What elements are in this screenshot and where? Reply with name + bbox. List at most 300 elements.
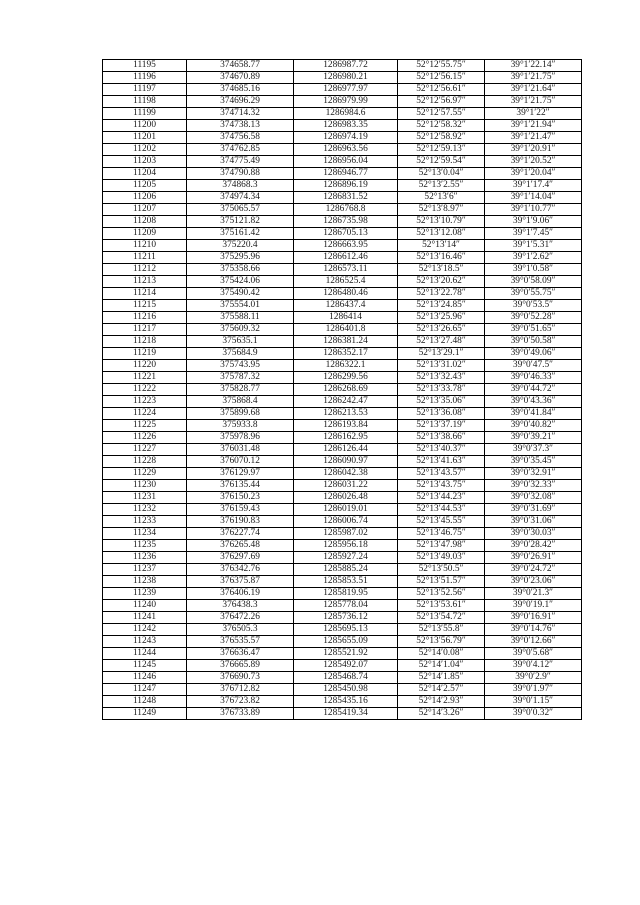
x-coordinate-cell: 375490.42 [187,288,294,300]
latitude-cell: 52°13′41.63″ [398,456,485,468]
latitude-cell: 52°12′57.55″ [398,108,485,120]
x-coordinate-cell: 376690.73 [187,672,294,684]
longitude-cell: 39°0′4.12″ [485,660,582,672]
x-coordinate-cell: 374685.16 [187,84,294,96]
y-coordinate-cell: 1286193.84 [294,420,398,432]
y-coordinate-cell: 1286299.56 [294,372,398,384]
x-coordinate-cell: 376505.3 [187,624,294,636]
point-number-cell: 11243 [103,636,187,648]
y-coordinate-cell: 1286980.21 [294,72,398,84]
table-row [103,636,582,648]
y-coordinate-cell: 1285468.74 [294,672,398,684]
x-coordinate-cell: 375065.57 [187,204,294,216]
table-row [103,528,582,540]
latitude-cell: 52°13′31.02″ [398,360,485,372]
x-coordinate-cell: 376190.83 [187,516,294,528]
latitude-cell: 52°12′58.32″ [398,120,485,132]
longitude-cell: 39°0′43.36″ [485,396,582,408]
latitude-cell: 52°13′43.57″ [398,468,485,480]
table-row [103,120,582,132]
table-row [103,288,582,300]
point-number-cell: 11230 [103,480,187,492]
point-number-cell: 11244 [103,648,187,660]
y-coordinate-cell: 1286437.4 [294,300,398,312]
table-row [103,516,582,528]
point-number-cell: 11241 [103,612,187,624]
latitude-cell: 52°13′29.1″ [398,348,485,360]
table-row [103,60,582,72]
point-number-cell: 11237 [103,564,187,576]
table-row [103,684,582,696]
y-coordinate-cell: 1285819.95 [294,588,398,600]
longitude-cell: 39°0′53.5″ [485,300,582,312]
latitude-cell: 52°12′56.61″ [398,84,485,96]
table-row [103,204,582,216]
table-row [103,624,582,636]
y-coordinate-cell: 1286006.74 [294,516,398,528]
point-number-cell: 11233 [103,516,187,528]
point-number-cell: 11202 [103,144,187,156]
y-coordinate-cell: 1285655.09 [294,636,398,648]
point-number-cell: 11203 [103,156,187,168]
table-row [103,504,582,516]
latitude-cell: 52°12′55.75″ [398,60,485,72]
point-number-cell: 11213 [103,276,187,288]
table-row [103,216,582,228]
latitude-cell: 52°13′2.55″ [398,180,485,192]
table-row [103,468,582,480]
longitude-cell: 39°0′31.06″ [485,516,582,528]
y-coordinate-cell: 1286414 [294,312,398,324]
point-number-cell: 11208 [103,216,187,228]
longitude-cell: 39°0′49.06″ [485,348,582,360]
latitude-cell: 52°13′16.46″ [398,252,485,264]
y-coordinate-cell: 1285435.16 [294,696,398,708]
point-number-cell: 11248 [103,696,187,708]
table-row [103,372,582,384]
y-coordinate-cell: 1286831.52 [294,192,398,204]
x-coordinate-cell: 376438.3 [187,600,294,612]
x-coordinate-cell: 376723.82 [187,696,294,708]
y-coordinate-cell: 1286984.6 [294,108,398,120]
y-coordinate-cell: 1286031.22 [294,480,398,492]
x-coordinate-cell: 376636.47 [187,648,294,660]
y-coordinate-cell: 1285927.24 [294,552,398,564]
latitude-cell: 52°14′0.08″ [398,648,485,660]
point-number-cell: 11219 [103,348,187,360]
x-coordinate-cell: 375635.1 [187,336,294,348]
point-number-cell: 11200 [103,120,187,132]
latitude-cell: 52°13′44.53″ [398,504,485,516]
y-coordinate-cell: 1285956.18 [294,540,398,552]
latitude-cell: 52°14′2.57″ [398,684,485,696]
point-number-cell: 11198 [103,96,187,108]
x-coordinate-cell: 376342.76 [187,564,294,576]
point-number-cell: 11239 [103,588,187,600]
y-coordinate-cell: 1286768.8 [294,204,398,216]
point-number-cell: 11242 [103,624,187,636]
y-coordinate-cell: 1285695.13 [294,624,398,636]
x-coordinate-cell: 374775.49 [187,156,294,168]
latitude-cell: 52°13′32.43″ [398,372,485,384]
table-row [103,420,582,432]
y-coordinate-cell: 1286019.01 [294,504,398,516]
y-coordinate-cell: 1286242.47 [294,396,398,408]
table-row [103,456,582,468]
x-coordinate-cell: 374790.88 [187,168,294,180]
longitude-cell: 39°0′44.72″ [485,384,582,396]
y-coordinate-cell: 1285987.02 [294,528,398,540]
coordinates-table-body [103,60,582,720]
latitude-cell: 52°13′52.56″ [398,588,485,600]
coordinates-table-container [102,59,582,720]
table-row [103,252,582,264]
longitude-cell: 39°0′55.75″ [485,288,582,300]
table-row [103,168,582,180]
table-row [103,648,582,660]
x-coordinate-cell: 375899.68 [187,408,294,420]
table-row [103,492,582,504]
latitude-cell: 52°14′2.93″ [398,696,485,708]
x-coordinate-cell: 376472.26 [187,612,294,624]
y-coordinate-cell: 1285521.92 [294,648,398,660]
latitude-cell: 52°13′53.61″ [398,600,485,612]
table-row [103,672,582,684]
longitude-cell: 39°0′50.58″ [485,336,582,348]
longitude-cell: 39°0′35.45″ [485,456,582,468]
latitude-cell: 52°13′22.78″ [398,288,485,300]
y-coordinate-cell: 1286381.24 [294,336,398,348]
y-coordinate-cell: 1286573.11 [294,264,398,276]
x-coordinate-cell: 376227.74 [187,528,294,540]
latitude-cell: 52°13′33.78″ [398,384,485,396]
longitude-cell: 39°0′31.69″ [485,504,582,516]
point-number-cell: 11195 [103,60,187,72]
y-coordinate-cell: 1286963.56 [294,144,398,156]
latitude-cell: 52°13′10.79″ [398,216,485,228]
longitude-cell: 39°0′47.5″ [485,360,582,372]
point-number-cell: 11207 [103,204,187,216]
latitude-cell: 52°13′8.97″ [398,204,485,216]
point-number-cell: 11229 [103,468,187,480]
x-coordinate-cell: 375828.77 [187,384,294,396]
table-row [103,276,582,288]
x-coordinate-cell: 376712.82 [187,684,294,696]
point-number-cell: 11222 [103,384,187,396]
table-row [103,192,582,204]
y-coordinate-cell: 1286026.48 [294,492,398,504]
y-coordinate-cell: 1286042.38 [294,468,398,480]
latitude-cell: 52°12′58.92″ [398,132,485,144]
point-number-cell: 11212 [103,264,187,276]
latitude-cell: 52°12′56.97″ [398,96,485,108]
table-row [103,576,582,588]
longitude-cell: 39°0′40.82″ [485,420,582,432]
latitude-cell: 52°13′35.06″ [398,396,485,408]
longitude-cell: 39°0′28.42″ [485,540,582,552]
x-coordinate-cell: 375609.32 [187,324,294,336]
x-coordinate-cell: 376406.19 [187,588,294,600]
longitude-cell: 39°0′24.72″ [485,564,582,576]
table-row [103,432,582,444]
y-coordinate-cell: 1286090.97 [294,456,398,468]
point-number-cell: 11217 [103,324,187,336]
latitude-cell: 52°12′59.13″ [398,144,485,156]
latitude-cell: 52°13′45.55″ [398,516,485,528]
table-row [103,408,582,420]
longitude-cell: 39°1′5.31″ [485,240,582,252]
coordinates-table [102,59,582,720]
y-coordinate-cell: 1286705.13 [294,228,398,240]
point-number-cell: 11245 [103,660,187,672]
latitude-cell: 52°13′12.08″ [398,228,485,240]
point-number-cell: 11235 [103,540,187,552]
y-coordinate-cell: 1286946.77 [294,168,398,180]
y-coordinate-cell: 1286977.97 [294,84,398,96]
longitude-cell: 39°0′52.28″ [485,312,582,324]
x-coordinate-cell: 375684.9 [187,348,294,360]
longitude-cell: 39°1′21.75″ [485,72,582,84]
point-number-cell: 11215 [103,300,187,312]
latitude-cell: 52°13′56.79″ [398,636,485,648]
table-row [103,600,582,612]
longitude-cell: 39°1′7.45″ [485,228,582,240]
longitude-cell: 39°1′0.58″ [485,264,582,276]
table-row [103,300,582,312]
table-row [103,564,582,576]
table-row [103,324,582,336]
table-row [103,264,582,276]
longitude-cell: 39°1′9.06″ [485,216,582,228]
y-coordinate-cell: 1286956.04 [294,156,398,168]
longitude-cell: 39°1′21.47″ [485,132,582,144]
longitude-cell: 39°0′19.1″ [485,600,582,612]
y-coordinate-cell: 1285885.24 [294,564,398,576]
table-row [103,336,582,348]
x-coordinate-cell: 374714.32 [187,108,294,120]
x-coordinate-cell: 374658.77 [187,60,294,72]
table-row [103,360,582,372]
latitude-cell: 52°13′26.65″ [398,324,485,336]
y-coordinate-cell: 1286525.4 [294,276,398,288]
y-coordinate-cell: 1286401.8 [294,324,398,336]
point-number-cell: 11246 [103,672,187,684]
longitude-cell: 39°0′16.91″ [485,612,582,624]
longitude-cell: 39°1′21.64″ [485,84,582,96]
y-coordinate-cell: 1286663.95 [294,240,398,252]
x-coordinate-cell: 375588.11 [187,312,294,324]
y-coordinate-cell: 1286987.72 [294,60,398,72]
longitude-cell: 39°0′51.65″ [485,324,582,336]
longitude-cell: 39°0′2.9″ [485,672,582,684]
longitude-cell: 39°1′14.04″ [485,192,582,204]
latitude-cell: 52°13′0.04″ [398,168,485,180]
longitude-cell: 39°1′2.62″ [485,252,582,264]
table-row [103,156,582,168]
y-coordinate-cell: 1286979.99 [294,96,398,108]
longitude-cell: 39°0′37.3″ [485,444,582,456]
point-number-cell: 11228 [103,456,187,468]
latitude-cell: 52°13′47.98″ [398,540,485,552]
longitude-cell: 39°1′10.77″ [485,204,582,216]
x-coordinate-cell: 374738.13 [187,120,294,132]
x-coordinate-cell: 376297.69 [187,552,294,564]
point-number-cell: 11238 [103,576,187,588]
x-coordinate-cell: 374756.58 [187,132,294,144]
y-coordinate-cell: 1286974.19 [294,132,398,144]
x-coordinate-cell: 374868.3 [187,180,294,192]
y-coordinate-cell: 1286983.35 [294,120,398,132]
longitude-cell: 39°1′20.52″ [485,156,582,168]
y-coordinate-cell: 1285853.51 [294,576,398,588]
point-number-cell: 11247 [103,684,187,696]
x-coordinate-cell: 376135.44 [187,480,294,492]
table-row [103,660,582,672]
table-row [103,132,582,144]
table-row [103,540,582,552]
x-coordinate-cell: 375554.01 [187,300,294,312]
longitude-cell: 39°0′0.32″ [485,708,582,720]
longitude-cell: 39°0′32.33″ [485,480,582,492]
table-row [103,612,582,624]
x-coordinate-cell: 374670.89 [187,72,294,84]
x-coordinate-cell: 376535.57 [187,636,294,648]
point-number-cell: 11226 [103,432,187,444]
point-number-cell: 11205 [103,180,187,192]
y-coordinate-cell: 1286126.44 [294,444,398,456]
table-row [103,180,582,192]
x-coordinate-cell: 375424.06 [187,276,294,288]
x-coordinate-cell: 375868.4 [187,396,294,408]
point-number-cell: 11204 [103,168,187,180]
table-row [103,228,582,240]
x-coordinate-cell: 375933.8 [187,420,294,432]
longitude-cell: 39°0′32.91″ [485,468,582,480]
point-number-cell: 11199 [103,108,187,120]
x-coordinate-cell: 376665.89 [187,660,294,672]
table-row [103,240,582,252]
table-row [103,480,582,492]
point-number-cell: 11218 [103,336,187,348]
y-coordinate-cell: 1285492.07 [294,660,398,672]
x-coordinate-cell: 374762.85 [187,144,294,156]
latitude-cell: 52°13′24.85″ [398,300,485,312]
point-number-cell: 11249 [103,708,187,720]
latitude-cell: 52°13′25.96″ [398,312,485,324]
y-coordinate-cell: 1286162.95 [294,432,398,444]
y-coordinate-cell: 1286612.46 [294,252,398,264]
longitude-cell: 39°0′41.84″ [485,408,582,420]
point-number-cell: 11236 [103,552,187,564]
point-number-cell: 11225 [103,420,187,432]
x-coordinate-cell: 376129.97 [187,468,294,480]
table-row [103,96,582,108]
point-number-cell: 11223 [103,396,187,408]
point-number-cell: 11197 [103,84,187,96]
point-number-cell: 11206 [103,192,187,204]
y-coordinate-cell: 1286352.17 [294,348,398,360]
x-coordinate-cell: 376070.12 [187,456,294,468]
latitude-cell: 52°13′14″ [398,240,485,252]
x-coordinate-cell: 375121.82 [187,216,294,228]
x-coordinate-cell: 375743.95 [187,360,294,372]
table-row [103,348,582,360]
point-number-cell: 11232 [103,504,187,516]
table-row [103,588,582,600]
table-row [103,108,582,120]
point-number-cell: 11240 [103,600,187,612]
x-coordinate-cell: 375358.66 [187,264,294,276]
latitude-cell: 52°13′6″ [398,192,485,204]
table-row [103,696,582,708]
y-coordinate-cell: 1286322.1 [294,360,398,372]
latitude-cell: 52°13′54.72″ [398,612,485,624]
y-coordinate-cell: 1285419.34 [294,708,398,720]
longitude-cell: 39°1′22.14″ [485,60,582,72]
y-coordinate-cell: 1286480.46 [294,288,398,300]
x-coordinate-cell: 375295.96 [187,252,294,264]
point-number-cell: 11210 [103,240,187,252]
point-number-cell: 11216 [103,312,187,324]
y-coordinate-cell: 1286735.98 [294,216,398,228]
longitude-cell: 39°0′1.15″ [485,696,582,708]
latitude-cell: 52°13′38.66″ [398,432,485,444]
latitude-cell: 52°13′27.48″ [398,336,485,348]
x-coordinate-cell: 376150.23 [187,492,294,504]
table-row [103,312,582,324]
longitude-cell: 39°1′17.4″ [485,180,582,192]
y-coordinate-cell: 1286213.53 [294,408,398,420]
x-coordinate-cell: 376159.43 [187,504,294,516]
latitude-cell: 52°13′50.5″ [398,564,485,576]
y-coordinate-cell: 1285736.12 [294,612,398,624]
x-coordinate-cell: 376265.48 [187,540,294,552]
latitude-cell: 52°13′55.8″ [398,624,485,636]
table-row [103,84,582,96]
table-row [103,444,582,456]
x-coordinate-cell: 375161.42 [187,228,294,240]
longitude-cell: 39°0′58.09″ [485,276,582,288]
y-coordinate-cell: 1286268.69 [294,384,398,396]
longitude-cell: 39°0′32.08″ [485,492,582,504]
x-coordinate-cell: 374696.29 [187,96,294,108]
point-number-cell: 11196 [103,72,187,84]
longitude-cell: 39°0′12.66″ [485,636,582,648]
table-row [103,384,582,396]
y-coordinate-cell: 1285778.04 [294,600,398,612]
point-number-cell: 11209 [103,228,187,240]
longitude-cell: 39°1′21.94″ [485,120,582,132]
longitude-cell: 39°0′1.97″ [485,684,582,696]
latitude-cell: 52°13′51.57″ [398,576,485,588]
x-coordinate-cell: 375787.32 [187,372,294,384]
table-row [103,552,582,564]
latitude-cell: 52°13′40.37″ [398,444,485,456]
point-number-cell: 11227 [103,444,187,456]
longitude-cell: 39°0′46.33″ [485,372,582,384]
x-coordinate-cell: 376375.87 [187,576,294,588]
longitude-cell: 39°0′39.21″ [485,432,582,444]
latitude-cell: 52°12′59.54″ [398,156,485,168]
longitude-cell: 39°1′20.04″ [485,168,582,180]
x-coordinate-cell: 376733.89 [187,708,294,720]
point-number-cell: 11220 [103,360,187,372]
latitude-cell: 52°13′46.75″ [398,528,485,540]
longitude-cell: 39°0′14.76″ [485,624,582,636]
longitude-cell: 39°1′21.75″ [485,96,582,108]
latitude-cell: 52°13′37.19″ [398,420,485,432]
point-number-cell: 11211 [103,252,187,264]
